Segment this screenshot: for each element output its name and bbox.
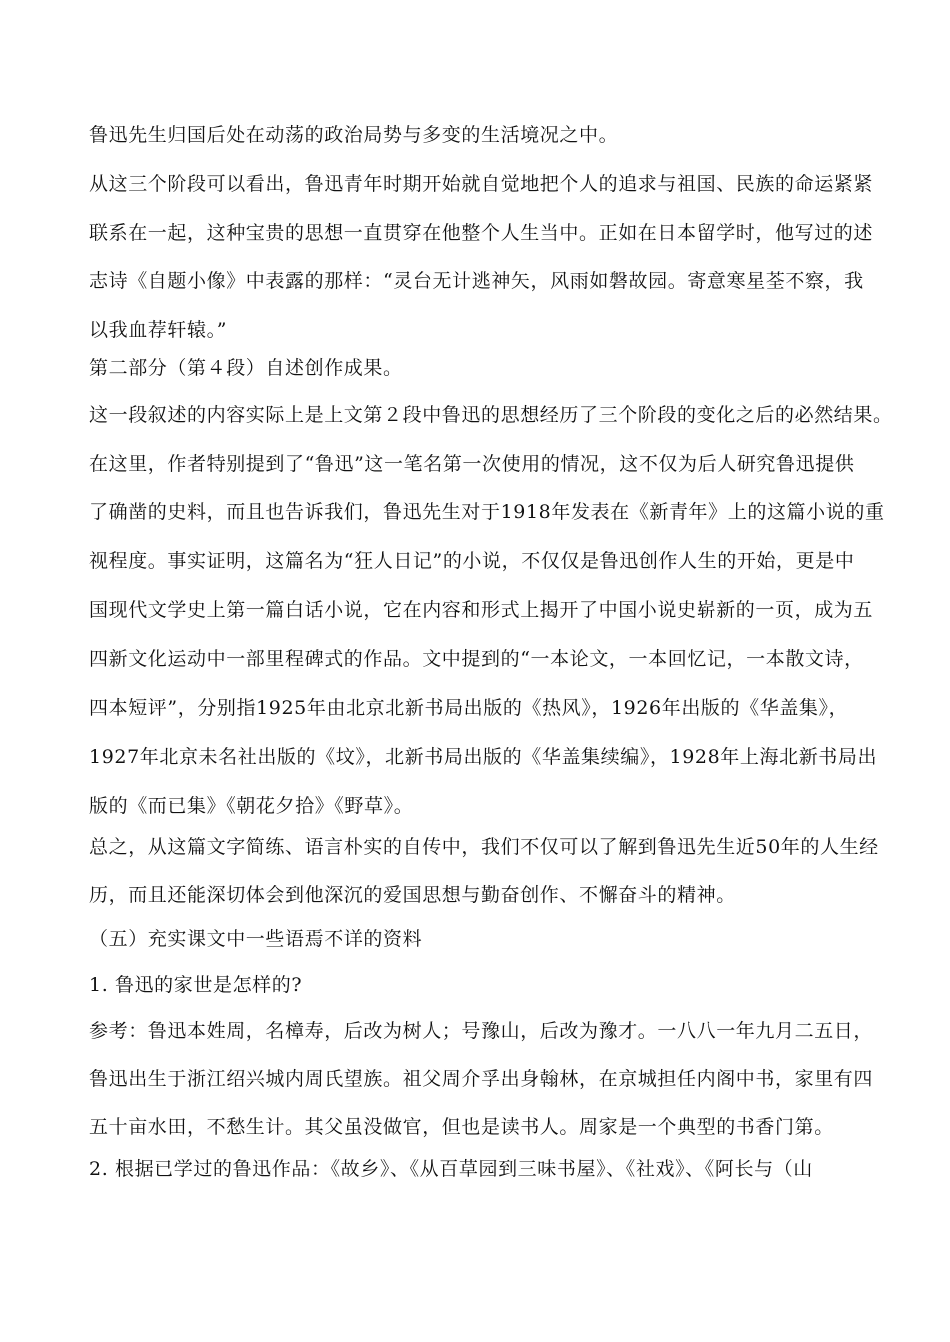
question-item: 2. 根据已学过的鲁迅作品：《故乡》、《从百草园到三味书屋》、《社戏》、《阿长与（山: [89, 1158, 813, 1180]
text-line: 参考：鲁迅本姓周，名樟寿，后改为树人；号豫山，后改为豫才。一八八一年九月二五日，: [89, 1020, 874, 1042]
text-line: 这一段叙述的内容实际上是上文第２段中鲁迅的思想经历了三个阶段的变化之后的必然结果。: [89, 404, 893, 426]
text-line: 志诗《自题小像》中表露的那样：“灵台无计逃神矢，风雨如磐故园。寄意寒星荃不察，我: [89, 270, 864, 292]
text-line: 鲁迅先生归国后处在动荡的政治局势与多变的生活境况之中。: [89, 124, 619, 146]
text-line: 版的《而已集》《朝花夕拾》《野草》。: [89, 795, 414, 817]
section-heading: （五）充实课文中一些语焉不详的资料: [89, 928, 423, 950]
text-line: 四新文化运动中一部里程碑式的作品。文中提到的“一本论文，一本回忆记，一本散文诗，: [89, 648, 864, 670]
text-line: 在这里，作者特别提到了“鲁迅”这一笔名第一次使用的情况，这不仅为后人研究鲁迅提供: [89, 453, 855, 475]
text-line: 从这三个阶段可以看出，鲁迅青年时期开始就自觉地把个人的追求与祖国、民族的命运紧紧: [89, 173, 874, 195]
text-line: 五十亩水田，不愁生计。其父虽没做官，但也是读书人。周家是一个典型的书香门第。: [89, 1116, 834, 1138]
text-line: 视程度。事实证明，这篇名为“狂人日记”的小说，不仅仅是鲁迅创作人生的开始，更是中: [89, 550, 855, 572]
section-heading: 第二部分（第４段）自述创作成果。: [89, 357, 403, 379]
text-line: 国现代文学史上第一篇白话小说，它在内容和形式上揭开了中国小说史崭新的一页，成为五: [89, 599, 874, 621]
text-line: 鲁迅出生于浙江绍兴城内周氏望族。祖父周介孚出身翰林，在京城担任内阁中书，家里有四: [89, 1068, 874, 1090]
question-item: 1. 鲁迅的家世是怎样的?: [89, 974, 303, 996]
text-line: 总之，从这篇文字简练、语言朴实的自传中，我们不仅可以了解到鲁迅先生近50年的人生经: [89, 836, 879, 858]
text-line: 以我血荐轩辕。”: [89, 319, 228, 341]
text-line: 联系在一起，这种宝贵的思想一直贯穿在他整个人生当中。正如在日本留学时，他写过的述: [89, 222, 874, 244]
text-line: 了确凿的史料，而且也告诉我们，鲁迅先生对于1918年发表在《新青年》上的这篇小说的重: [89, 501, 885, 523]
text-line: 1927年北京未名社出版的《坟》，北新书局出版的《华盖集续编》，1928年上海北新书局出: [89, 746, 878, 768]
text-line: 历，而且还能深切体会到他深沉的爱国思想与勤奋创作、不懈奋斗的精神。: [89, 884, 736, 906]
text-line: 四本短评”，分别指1925年由北京北新书局出版的《热风》，1926年出版的《华盖集》，: [89, 697, 849, 719]
